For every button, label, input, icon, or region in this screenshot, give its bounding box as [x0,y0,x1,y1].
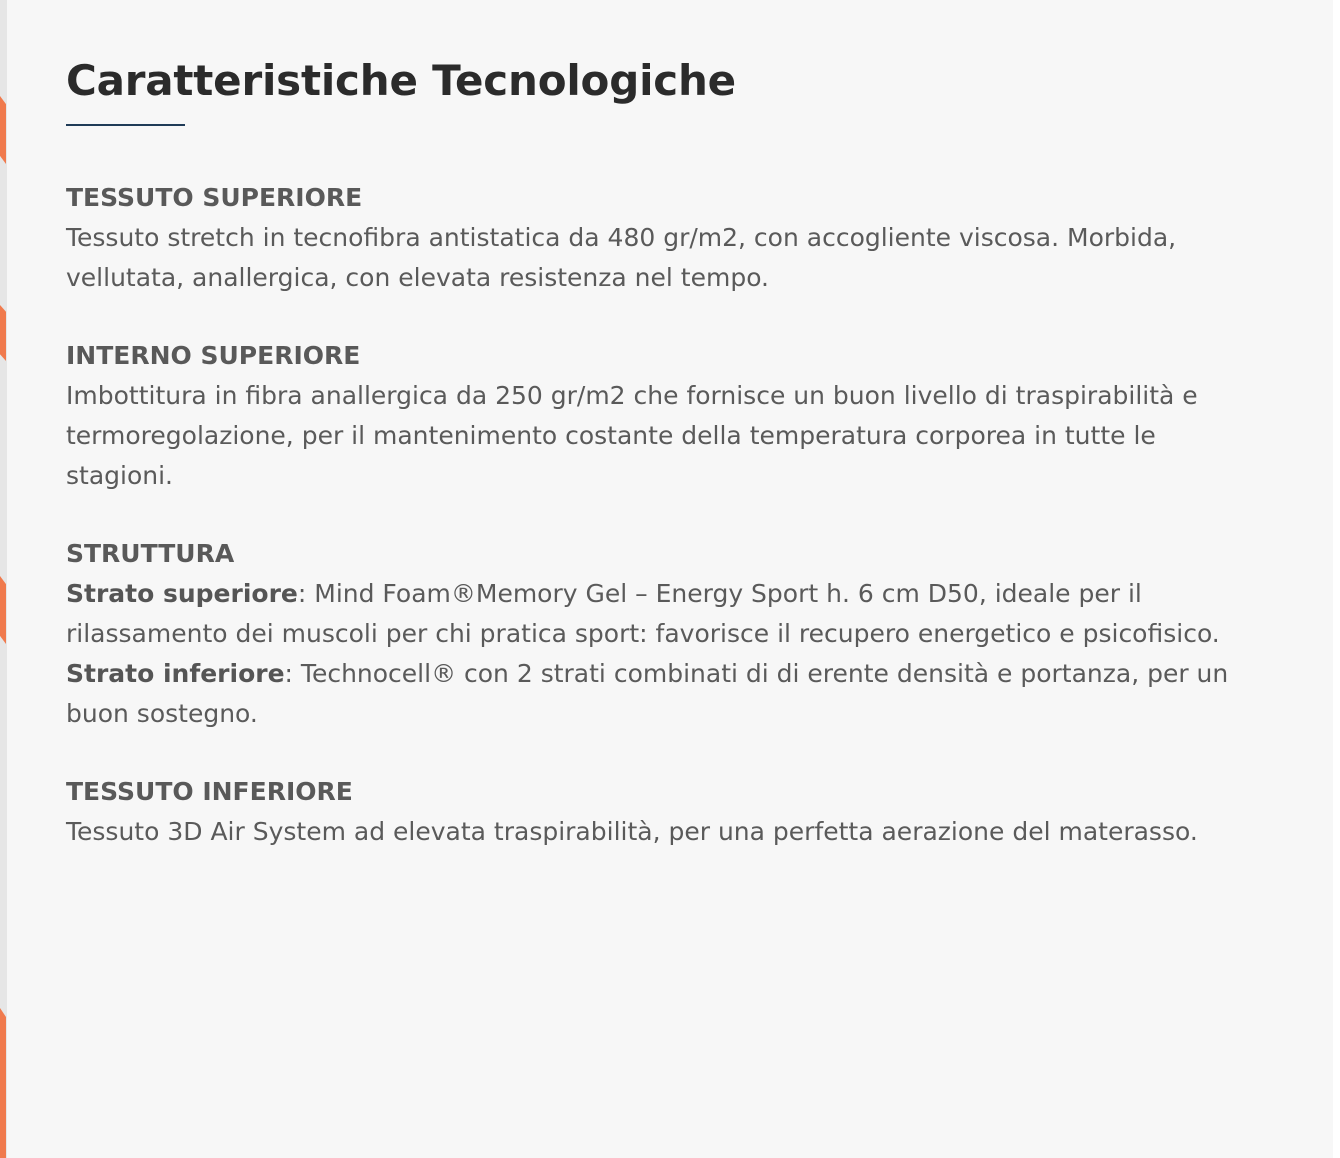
page-title: Caratteristiche Tecnologiche [66,56,736,105]
section-text: Tessuto 3D Air System ad elevata traspirabilità, per una perfetta aerazione del materasso. [66,817,1198,846]
section-text: Imbottitura in fibra anallergica da 250 gr/m2 che fornisce un buon livello di traspirabilità e termoregolazione, per il mantenimento costante della temperatura corporea in tutte le stagioni. [66,381,1198,490]
section-title: STRUTTURA [66,539,235,568]
section-text: Tessuto stretch in tecnofibra antistatica da 480 gr/m2, con accogliente viscosa. Morbida, vellutata, anallergica, con elevata resistenza nel tempo. [66,223,1177,292]
title-underline [66,124,185,126]
features-content [66,54,1256,852]
section-struttura [66,534,1256,734]
layer-text-inferiore: : Technocell® con 2 strati combinati di di erente densità e portanza, per un buon sostegno. [66,659,1229,728]
layer-label-inferiore: Strato inferiore [66,659,285,688]
section-title: TESSUTO SUPERIORE [66,183,363,212]
section-tessuto-superiore [66,178,1256,298]
decorative-accent-stripe [0,96,6,164]
section-tessuto-inferiore [66,772,1256,852]
decorative-accent-stripe [0,1008,6,1158]
layer-label-superiore: Strato superiore [66,579,298,608]
section-interno-superiore [66,336,1256,496]
decorative-accent-stripe [0,576,6,644]
right-edge-strip [1333,0,1340,1158]
features-panel [7,0,1333,1158]
layer-description-inferiore [66,654,1256,734]
section-title: TESSUTO INFERIORE [66,777,353,806]
section-title: INTERNO SUPERIORE [66,341,361,370]
decorative-accent-stripe [0,305,6,361]
layer-description-superiore [66,574,1256,654]
layer-text-superiore: : Mind Foam®Memory Gel – Energy Sport h. 6 cm D50, ideale per il rilassamento dei muscoli per chi pratica sport: favorisce il recupero energetico e psicofisico. [66,579,1220,648]
